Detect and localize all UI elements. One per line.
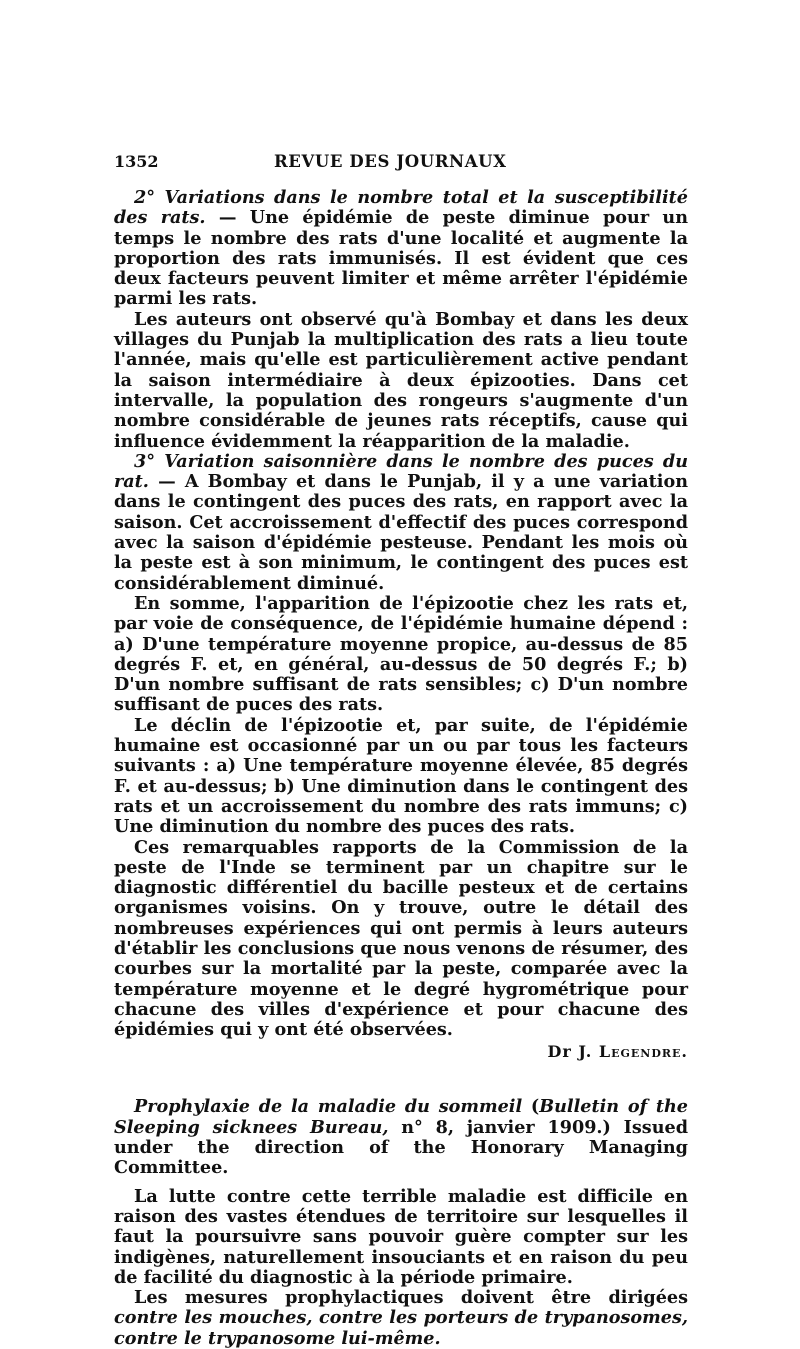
page	[114, 152, 688, 1349]
paragraph-heading: 3° Variation saisonnière dans le nombre des puces du rat.	[114, 450, 688, 493]
article-prophylaxie	[114, 1097, 688, 1349]
paragraph-text: — A Bombay et dans le Punjab, il y a une variation dans le contingent des puces des rats, en rapport avec la saison. Cet accroissement d'effectif des puces correspond avec la saison d'épidémie pesteuse. Pendant les mois où la peste est à son minimum, le contingent des puces est considérablement diminué.	[114, 471, 688, 594]
paragraph-declin: Le déclin de l'épizootie et, par suite, de l'épidémie humaine est occasionné par un ou par tous les facteurs suivants : a) Une température moyenne élevée, 85 degrés F. et au-dessus; b) Une diminution dans le contingent des rats et un accroissement du nombre des rats immuns; c) Une diminution du nombre des puces des rats.	[114, 714, 688, 838]
paragraph-en-somme: En somme, l'apparition de l'épizootie chez les rats et, par voie de conséquence, de l'épidémie humaine dépend : a) D'une température moyenne propice, au-dessus de 85 degrés F. et, en général, au-dessus de 50 degrés F.; b) D'un nombre suffisant de rats sensibles; c) D'un nombre suffisant de puces des rats.	[114, 592, 688, 716]
paragraph-variations-rats	[114, 188, 688, 310]
review-section	[114, 188, 688, 1061]
running-title: REVUE DES JOURNAUX	[274, 152, 507, 171]
article-source-details: n° 8, janvier 1909.) Issued under the direction of the Honorary Managing Committee.	[114, 1116, 688, 1179]
paragraph-text: Les mesures prophylactiques doivent être dirigées	[134, 1287, 688, 1309]
paragraph-lutte: La lutte contre cette terrible maladie est difficile en raison des vastes étendues de territoire sur lesquelles il faut la poursuivre sans pouvoir guère compter sur les indigènes, naturellement insouciants et en raison du peu de facilité du diagnostic à la période primaire.	[114, 1185, 688, 1288]
paragraph-text: — Une épidémie de peste diminue pour un temps le nombre des rats d'une localité et augmente la proportion des rats immunisés. Il est évident que ces deux facteurs peuvent limiter et même arrêter l'épidémie parmi les rats.	[114, 207, 688, 310]
signature-prefix: Dr J.	[547, 1042, 593, 1062]
paragraph-heading: 2° Variations dans le nombre total et la susceptibilité des rats.	[114, 187, 688, 229]
signature-name: Legendre.	[598, 1042, 688, 1062]
paragraph-conclusion: Ces remarquables rapports de la Commission de la peste de l'Inde se terminent par un chapitre sur le diagnostic différentiel du bacille pesteux et de certains organismes voisins. On y trouve, outre le détail des nombreuses expériences qui ont permis à leurs auteurs d'établir les conclusions que nous venons de résumer, des courbes sur la mortalité par la peste, comparée avec la température moyenne et le degré hygrométrique pour chacune des villes d'expérience et pour chacune des épidémies qui y ont été observées.	[114, 836, 688, 1041]
article-title-paragraph	[114, 1097, 688, 1178]
paragraph-emphasis: contre les mouches, contre les porteurs de trypanosomes, contre le trypanosome lui-même.	[114, 1307, 688, 1349]
paragraph-variation-puces	[114, 452, 688, 594]
paragraph-multiplication-rats: Les auteurs ont observé qu'à Bombay et dans les deux villages du Punjab la multiplication des rats a lieu toute l'année, mais qu'elle est particulièrement active pendant la saison intermédiaire à deux épizooties. Dans cet intervalle, la population des rongeurs s'augmente d'un nombre considérable de jeunes rats réceptifs, cause qui influence évidemment la réapparition de la maladie.	[114, 308, 688, 452]
paragraph-mesures	[114, 1288, 688, 1349]
article-source: Bulletin of the Sleeping sicknees Bureau,	[114, 1096, 688, 1138]
page-number: 1352	[114, 152, 159, 171]
signature	[114, 1042, 688, 1061]
page-header	[114, 152, 688, 176]
article-source-open: (	[522, 1096, 540, 1118]
article-title: Prophylaxie de la maladie du sommeil	[134, 1096, 523, 1118]
